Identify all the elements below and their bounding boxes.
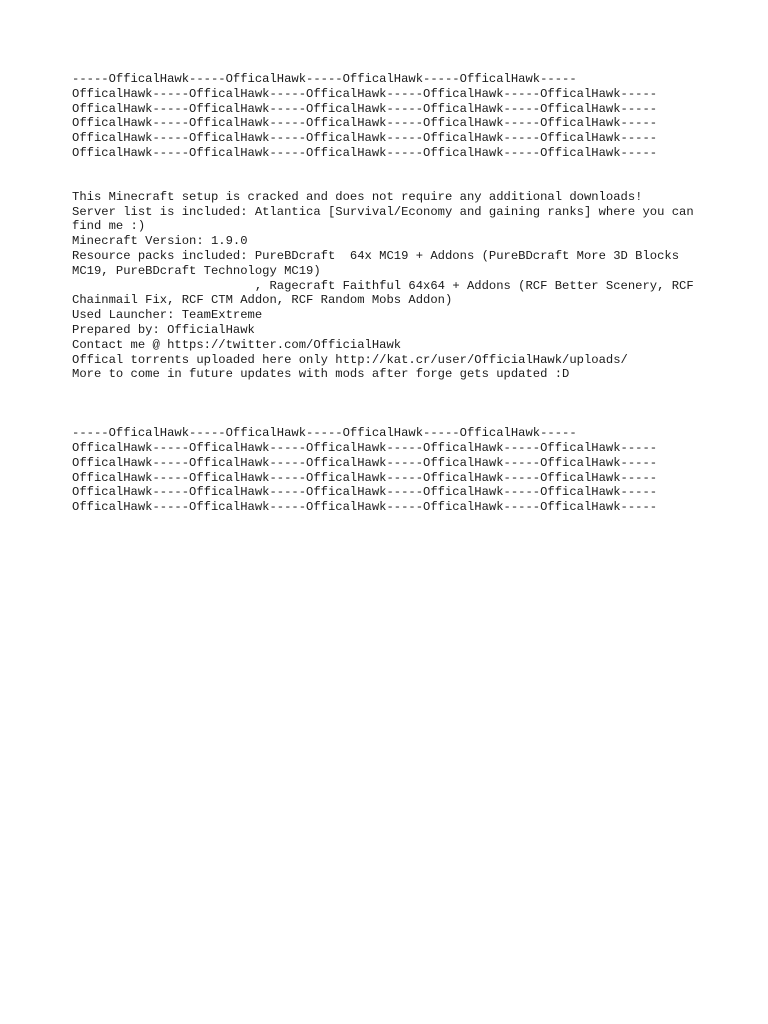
banner-line: OfficalHawk-----OfficalHawk-----OfficalHawk-----OfficalHawk-----OfficalHawk-----	[72, 440, 658, 455]
banner-line: OfficalHawk-----OfficalHawk-----OfficalHawk-----OfficalHawk-----OfficalHawk-----	[72, 131, 658, 146]
banner-line: OfficalHawk-----OfficalHawk-----OfficalHawk-----OfficalHawk-----OfficalHawk-----	[72, 101, 658, 116]
resource-packs-text: Resource packs included: PureBDcraft 64x MC19 + Addons (PureBDcraft More 3D Blocks MC19, PureBDcraft Technology MC19)	[72, 248, 687, 278]
banner-line: OfficalHawk-----OfficalHawk-----OfficalHawk-----OfficalHawk-----OfficalHawk-----	[72, 145, 658, 160]
intro-text: This Minecraft setup is cracked and does not require any additional downloads!	[72, 189, 643, 204]
banner-line: OfficalHawk-----OfficalHawk-----OfficalHawk-----OfficalHawk-----OfficalHawk-----	[72, 455, 658, 470]
banner-line: OfficalHawk-----OfficalHawk-----OfficalHawk-----OfficalHawk-----OfficalHawk-----	[72, 470, 658, 485]
banner-line: -----OfficalHawk-----OfficalHawk-----OfficalHawk-----OfficalHawk-----	[72, 426, 577, 441]
prepared-by-text: Prepared by: OfficialHawk	[72, 322, 255, 337]
banner-line: OfficalHawk-----OfficalHawk-----OfficalHawk-----OfficalHawk-----OfficalHawk-----	[72, 116, 658, 131]
contact-text: Contact me @ https://twitter.com/OfficialHawk	[72, 337, 402, 352]
torrents-text: Offical torrents uploaded here only http://kat.cr/user/OfficialHawk/uploads/	[72, 352, 628, 367]
spacer	[72, 161, 712, 190]
banner-line: -----OfficalHawk-----OfficalHawk-----OfficalHawk-----OfficalHawk-----	[72, 72, 577, 86]
future-updates-text: More to come in future updates with mods after forge gets updated :D	[72, 367, 570, 382]
server-list-text: Server list is included: Atlantica [Survival/Economy and gaining ranks] where you can find me :)	[72, 204, 701, 234]
info-body	[72, 190, 712, 382]
version-text: Minecraft Version: 1.9.0	[72, 234, 248, 249]
launcher-text: Used Launcher: TeamExtreme	[72, 308, 263, 323]
banner-line: OfficalHawk-----OfficalHawk-----OfficalHawk-----OfficalHawk-----OfficalHawk-----	[72, 500, 658, 515]
bottom-banner	[72, 426, 712, 515]
top-banner	[72, 72, 712, 161]
banner-line: OfficalHawk-----OfficalHawk-----OfficalHawk-----OfficalHawk-----OfficalHawk-----	[72, 485, 658, 500]
spacer	[72, 382, 712, 426]
resource-packs-continued-text: , Ragecraft Faithful 64x64 + Addons (RCF Better Scenery, RCF Chainmail Fix, RCF CTM Addon, RCF Random Mobs Addon)	[72, 278, 701, 308]
banner-line: OfficalHawk-----OfficalHawk-----OfficalHawk-----OfficalHawk-----OfficalHawk-----	[72, 86, 658, 101]
document-page	[72, 72, 712, 515]
